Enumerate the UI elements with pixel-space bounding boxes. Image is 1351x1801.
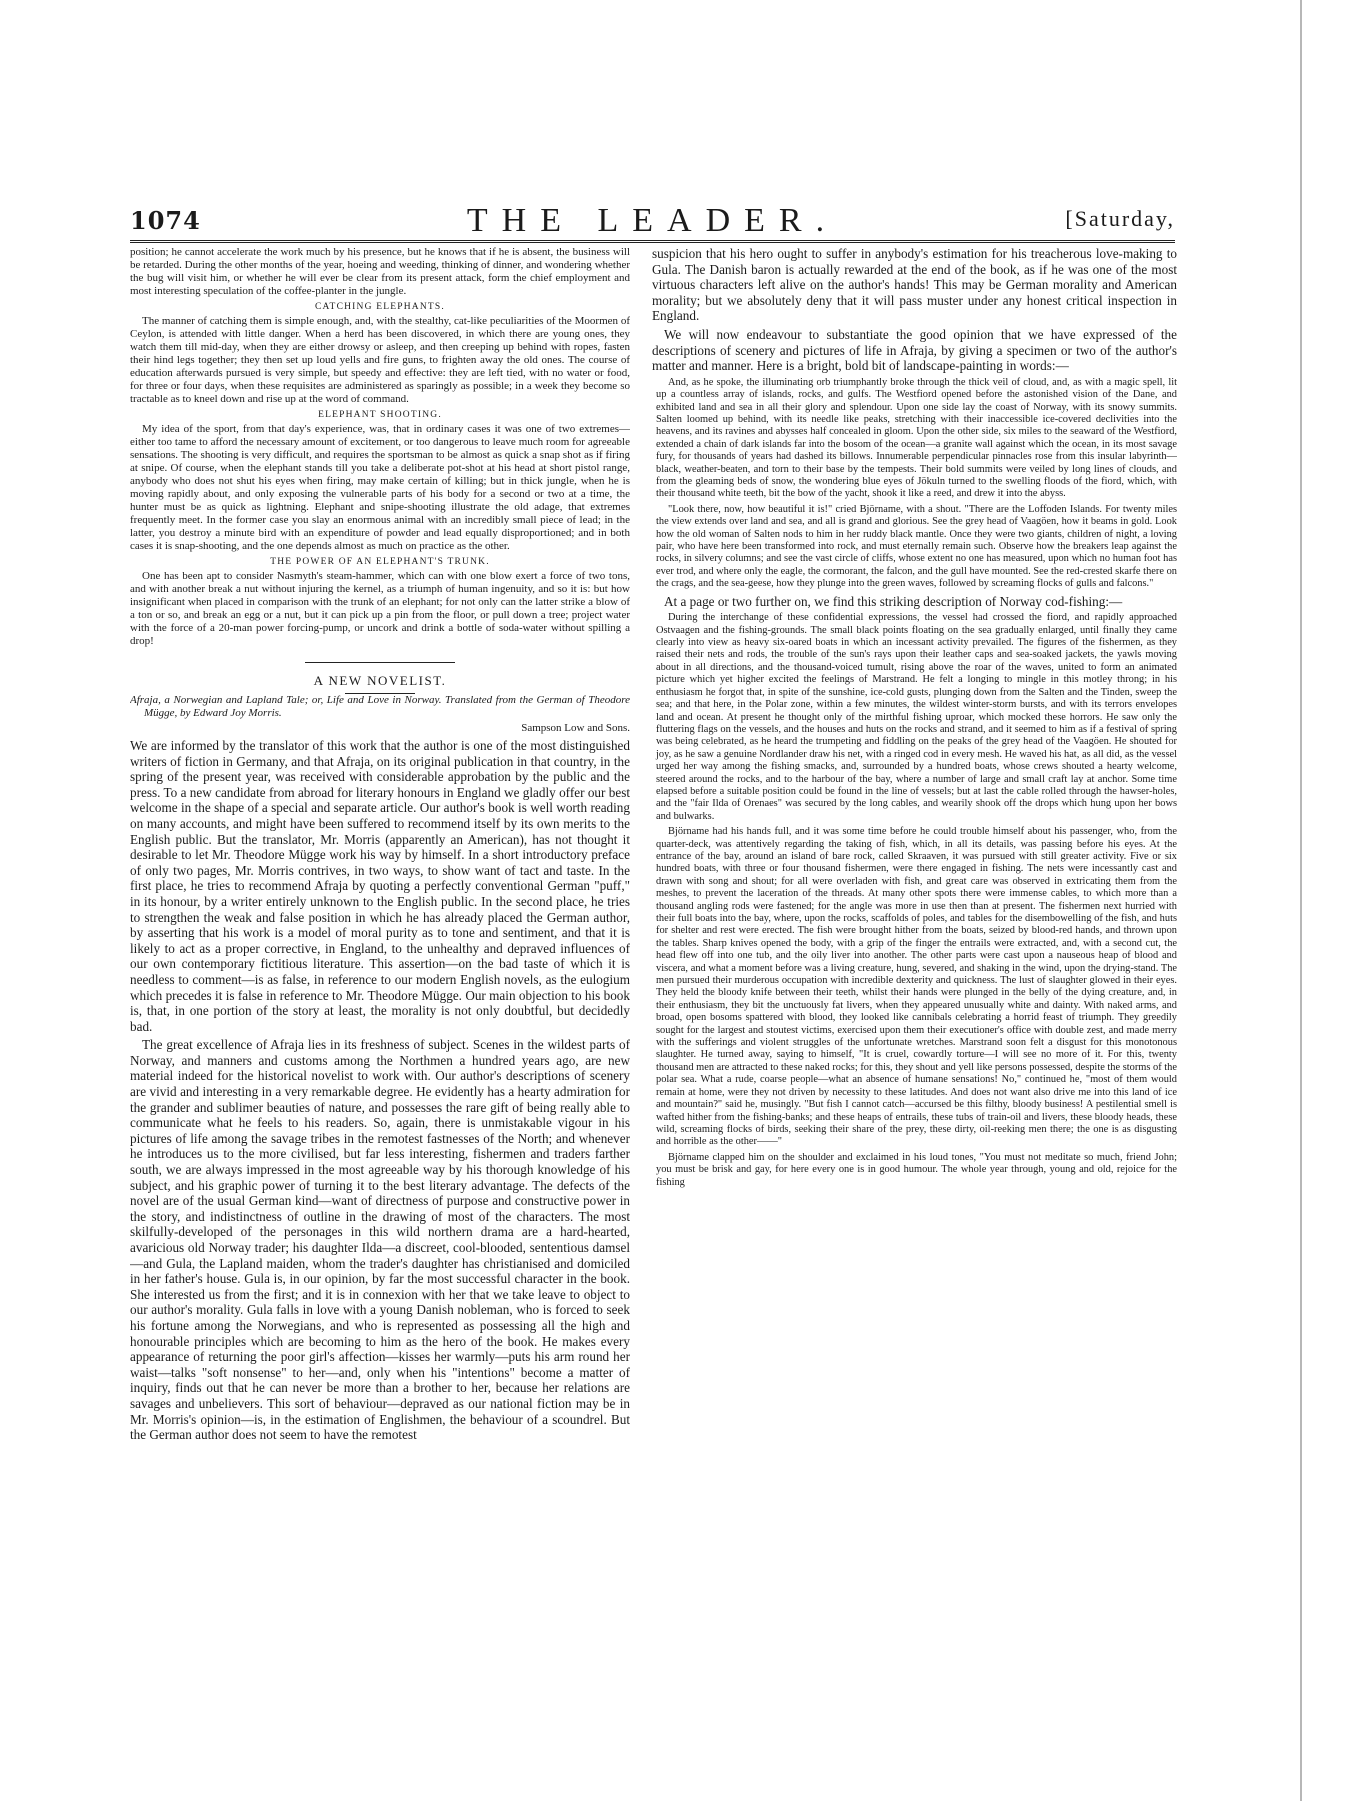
page-edge-line <box>1300 0 1302 1801</box>
review-continuation-paragraph: suspicion that his hero ought to suffer in anybody's estimation for his treacherous love-making to Gula. The Danish baron is actually rewarded at the end of the book, as if he was one of the most virtuous characters left alive on the author's hands! This may be German morality and American morality; but we absolutely deny that it will pass muster under any honest critical inspection in England. <box>652 246 1177 324</box>
quoted-fishing-passage-3: Björname clapped him on the shoulder and exclaimed in his loud tones, "You must not meditate so much, friend John; you must be brisk and gay, for here every one is in good humour. The whole year through, young and old, rejoice for the fishing <box>656 1151 1177 1188</box>
newspaper-title: THE LEADER. <box>466 202 839 239</box>
quoted-landscape-passage: And, as he spoke, the illuminating orb triumphantly broke through the thick veil of cloud, and, as with a magic spell, lit up a countless array of islands, rocks, and gulfs. The Westfiord opened before the astonished vision of the Dane, and exhibited land and sea in all their glory and splendour. Upon one side lay the coast of Norway, with its snowy summits. Salten loomed up behind, with its needle like peaks, stretching with their inaccessible ice-covered declivities into the heavens, and its ravines and abysses half concealed in gloom. Upon the other side, six miles to the seaward of the Westfiord, extended a chain of dark islands far into the bosom of the ocean—a granite wall against which the ocean, in its most savage fury, for thousands of years had dashed its billows. Innumerable perpendicular pinnacles rose from this insular labyrinth—black, weather-beaten, and torn to their base by the tempests. Their bold summits were veiled by long lines of clouds, and from the gleaming beds of snow, the wondering blue eyes of Jökuln turned to the swelling floods of the fiord, which, with their thousand white teeth, bit the bow of the yacht, shook it like a reed, and drew it into the abyss. <box>656 376 1177 500</box>
quoted-loffoden-passage: "Look there, now, how beautiful it is!" cried Björname, with a shout. "There are the Loffoden Islands. For twenty miles the view extends over land and sea, and all is grand and glorious. See the grey head of Vaagöen, how it beams in gold. Look how the old woman of Salten nods to him in her ruddy black mantle. Once they were two giants, children of night, a loving pair, who have here been transformed into rock, and must eternally remain such. Observe how the breakers leap against the rocks, in silvery columns; and see the vast circle of cliffs, whose extent no one has measured, upon which no human foot has ever trod, and where only the eagle, the cormorant, the falcon, and the gull have mounted. See the red-crested skarfe there on the crags, and the sea-geese, how they plunge into the green waves, followed by screaming flocks of gulls and falcons." <box>656 503 1177 590</box>
publisher-line: Sampson Low and Sons. <box>521 722 630 734</box>
book-citation: Afraja, a Norwegian and Lapland Tale; or, Life and Love in Norway. Translated from the German of Theodore Mügge, by Edward Joy Morris. <box>130 694 630 719</box>
right-column <box>652 246 1177 1796</box>
review-cod-fishing-intro: At a page or two further on, we find this striking description of Norway cod-fishing:— <box>664 593 1123 609</box>
catching-elephants-paragraph: The manner of catching them is simple enough, and, with the stealthy, cat-like peculiarities of the Moormen of Ceylon, is attended with little danger. When a herd has been discovered, in which there are young ones, they watch them till mid-day, when they are either drowsy or asleep, and then creeping up behind with ropes, fasten their hind legs together; they then set up loud yells and fire guns, to frighten away the old ones. The course of education afterwards pursued is very simple, but speedy and effective: they are left tied, with no water or food, for three or four days, when these requisites are administered as sparingly as possible; in a week they become so tractable as to kneel down and rise up at the word of command. <box>130 315 630 405</box>
page-number: 1074 <box>130 206 201 235</box>
masthead <box>130 198 1175 243</box>
section-heading-elephant-trunk: THE POWER OF AN ELEPHANT'S TRUNK. <box>270 557 490 567</box>
quoted-fishing-passage-1: During the interchange of these confidential expressions, the vessel had crossed the fiord, and rapidly approached Ostvaagen and the fishing-grounds. The small black points floating on the sea gradually enlarged, until finally they came clearly into view as heavy six-oared boats in which an incessant activity prevailed. The figures of the fishermen, as they raised their nets and rods, the trouble of the sun's rays upon their leather caps and sea-soaked jackets, the yawls moving about in all directions, and the thousand-voiced tumult, rising above the roar of the waves, united to form an animated picture which yet higher excited the feelings of Marstrand. He felt a longing to mingle in this motley throng; in his enthusiasm he forgot that, in spite of the sunshine, ice-cold gusts, plunging down from the Salten and the Tinden, sweep the sea; and that here, in the Polar zone, within a few minutes, the wildest winter-storm bursts, and with its terrors envelopes land and ocean. At present he thought only of the mirthful fishing uproar, which mocked these horrors. He saw only the fluttering flags on the vessels, and the houses and huts on the rocks and strand, and it seemed to him as if a festival of spring was being celebrated, as he heard the trumpeting and fiddling on the peaks of the grey head of the Vaagöen. He shouted for joy, as he saw a genuine Nordlander draw his net, with a ringed cod in every mesh. He waved his hat, as all did, as the vessel urged her way among the fishing smacks, and, surrounded by a hundred boats, whose crews shouted a hearty welcome, steered around the rocks, and to the harbour of the bay, where a number of large and small craft lay at anchor. Some time elapsed before a suitable position could be found in the line of vessels; but at last the cable rolled through the hawser-holes, and the "fair Ilda of Orenaes" was secured by the long cables, and wearily shook off the drops which hung upon her bows and bulwarks. <box>656 612 1177 822</box>
elephant-shooting-paragraph: My idea of the sport, from that day's experience, was, that in ordinary cases it was one of two extremes—either too tame to afford the necessary amount of excitement, or too dangerous to leave much room for agreeable sensations. The shooting is very difficult, and requires the sportsman to be almost as quick a snap shot as if firing at snipe. Of course, when the elephant stands till you take a deliberate pot-shot at his head at short pistol range, anybody who does not shut his eyes when firing, may make certain of killing; but in thick jungle, when he is moving rapidly about, and only exposing the vulnerable parts of his body for a second or two at a time, the hunter must be as quick as lightning. Elephant and snipe-shooting illustrate the old adage, that extremes frequently meet. In the former case you slay an enormous animal with an incredibly small piece of lead; in the latter, you destroy a minute bird with an expenditure of powder and lead equally disproportioned; and in both cases it is snap-shooting, and the one depends almost as much on practice as the other. <box>130 423 630 552</box>
article-separator <box>305 662 455 663</box>
review-specimen-intro: We will now endeavour to substantiate the good opinion that we have expressed of the descriptions of scenery and pictures of life in Afraja, by giving a specimen or two of the author's matter and manner. Here is a bright, bold bit of landscape-painting in words:— <box>652 326 1177 374</box>
intro-paragraph: position; he cannot accelerate the work much by his presence, but he knows that if he is absent, the business will be retarded. During the other months of the year, hoeing and weeding, thinking of dinner, and wondering whether the bug will visit him, or whether he will ever be clear from its present attack, form the chief employment and most interesting speculation of the coffee-planter in the jungle. <box>130 246 630 297</box>
review-paragraph-1: We are informed by the translator of this work that the author is one of the most distinguished writers of fiction in Germany, and that Afraja, on its original publication in that country, in the spring of the present year, was received with considerable approbation by the public and the press. To a new candidate from abroad for literary honours in England we gladly offer our best welcome in the shape of a special and separate article. Our author's book is well worth reading on many accounts, and might have been suffered to recommend itself by its own merits to the English public. But the translator, Mr. Morris (apparently an American), has not thought it desirable to let Mr. Theodore Mügge work his way by himself. In a short introductory preface of only two pages, Mr. Morris contrives, in two ways, to show want of tact and taste. In the first place, he tries to recommend Afraja by quoting a perfectly conventional German "puff," in its honour, by a writer entirely unknown to the English public. In the second place, he tries to strengthen the weak and false position in which he has already placed the German author, by asserting that his work is a model of moral purity as to tone and sentiment, and that it is likely to act as a proper corrective, in England, to the unhealthy and depraved influences of our own contemporary fictitious literature. This assertion—on the bad taste of which it is needless to comment—is as false, in reference to our modern English novels, as the eulogium which precedes it is false in reference to Mr. Theodore Mügge. Our main objection to his book is, that, in one portion of the story at least, the morality is not only doubtful, but decidedly bad. <box>130 738 630 1034</box>
section-heading-catching-elephants: CATCHING ELEPHANTS. <box>315 302 445 312</box>
article-title: A NEW NOVELIST. <box>313 673 447 688</box>
left-column <box>130 246 630 1796</box>
review-paragraph-2: The great excellence of Afraja lies in its freshness of subject. Scenes in the wildest parts of Norway, and manners and customs among the Northmen a hundred years ago, are new material indeed for the historical novelist to work with. Our author's descriptions of scenery are vivid and interesting in a very remarkable degree. He evidently has a hearty admiration for the grander and sublimer beauties of nature, and possesses the rare gift of being really able to communicate what he feels to his readers. So, again, there is unmistakable vigour in his pictures of life among the savage tribes in the remotest fastnesses of the North; and whenever he introduces us to the more civilised, but far less interesting, fishermen and traders farther south, we are always impressed in the most agreeable way by his thorough knowledge of his subject, and his graphic power of turning it to the best literary advantage. The defects of the novel are of the usual German kind—want of directness of purpose and constructive power in the story, and indistinctness of outline in the drawing of most of the characters. The most skilfully-developed of the personages in this wild northern drama are a hard-hearted, avaricious old Norway trader; his daughter Ilda—a discreet, cool-blooded, sententious damsel—and Gula, the Lapland maiden, whom the trader's daughter has christianised and domiciled in her father's house. Gula is, in our opinion, by far the most successful character in the book. She interested us from the first; and it is in connexion with her that we take leave to object to our author's morality. Gula falls in love with a young Danish nobleman, who is forced to seek his fortune among the Norwegians, and who is represented as possessing all the high and honourable principles which are becoming to him as the hero of the book. He makes every appearance of returning the poor girl's affection—kisses her warmly—puts his arm round her waist—talks "soft nonsense" to her—and, only when his "intentions" become a matter of inquiry, finds out that he can never be more than a brother to her, because her relations are savages and unbelievers. This sort of behaviour—depraved as our national fiction may be in Mr. Morris's opinion—is, in the estimation of Englishmen, the behaviour of a scoundrel. But the German author does not seem to have the remotest <box>130 1037 630 1443</box>
elephant-trunk-paragraph: One has been apt to consider Nasmyth's steam-hammer, which can with one blow exert a force of two tons, and with another break a nut without injuring the kernel, as a triumph of human ingenuity, and so it is: but how insignificant when placed in comparison with the trunk of an elephant; for not only can the latter strike a blow of a ton or so, and break an egg or a nut, but it can pick up a pin from the floor, or pull down a tree; project water with the force of a 20-man power forcing-pump, or uncork and drink a bottle of soda-water without spilling a drop! <box>130 570 630 647</box>
issue-day: [Saturday, <box>1065 206 1175 231</box>
quoted-fishing-passage-2: Björname had his hands full, and it was some time before he could trouble himself about his passenger, who, from the quarter-deck, was attentively regarding the taking of fish, which, in all its details, was passing before his eyes. At the entrance of the bay, around an island of bare rock, called Skraaven, it was pursued with still greater activity. Five or six hundred boats, with three or four thousand fishermen, were there engaged in fishing. The nets were incessantly cast and drawn with song and shout; for all were overladen with fish, and great care was observed in extricating them from the meshes, to prevent the laceration of the threads. At many other spots there were immense cables, to which more than a thousand angling rods were fastened; for the angle was more in use then than at present. The fishermen next hurried with their full boats into the bay, where, upon the rocks, scaffolds of poles, and tables for the disembowelling of the fish, and huts for shelter and rest were erected. The fish were brought hither from the boats, seized by blood-red hands, and thrown upon the tables. Sharp knives opened the body, with a grip of the finger the entrails were extracted, and, with a second cut, the head flew off into one tub, and the oily liver into another. The other parts were cast upon a nauseous heap of blood and viscera, and what a moment before was a living creature, hung, severed, and shaking in the wind, upon the drying-stand. The men pursued their murderous occupation with incredible dexterity and quickness. The lust of slaughter glowed in their eyes. They held the bloody knife between their teeth, whilst their hands were plunged in the belly of the dying creature, and, in their enthusiasm, they bit the unctuously fat livers, when they appeared unusually white and dainty. With naked arms, and broad, open bosoms spattered with blood, they looked like cannibals celebrating a horrid feast of triumph. They greedily sought for the largest and stoutest victims, exercised upon them their executioner's office with double zest, and made merry with the sufferings and violent struggles of the unfortunate wretches. Marstrand soon felt a disgust for this monotonous slaughter. He turned away, saying to himself, "It is cruel, cowardly torture—I will see no more of it. For this, twenty thousand men are attracted to these naked rocks; for this, they shout and yell like persons possessed, despite the storms of the polar sea. What a rude, coarse people—what an absence of humane sensations! No," continued he, "most of them would remain at home, were they not driven by necessity to these latitudes. And does not want also drive me into this land of ice and mountain?" said he, musingly. "But fish I cannot catch—accursed be this filthy, bloody business! A pestilential smell is wafted hither from the fishing-banks; and these heaps of entrails, these tubs of train-oil and livers, these bloody heads, these wild, screaming flocks of birds, seeking their share of the prey, these dirty, oil-reeking men there; the one is as disgusting and horrible as the other——" <box>656 826 1177 1148</box>
section-heading-elephant-shooting: ELEPHANT SHOOTING. <box>318 410 442 420</box>
